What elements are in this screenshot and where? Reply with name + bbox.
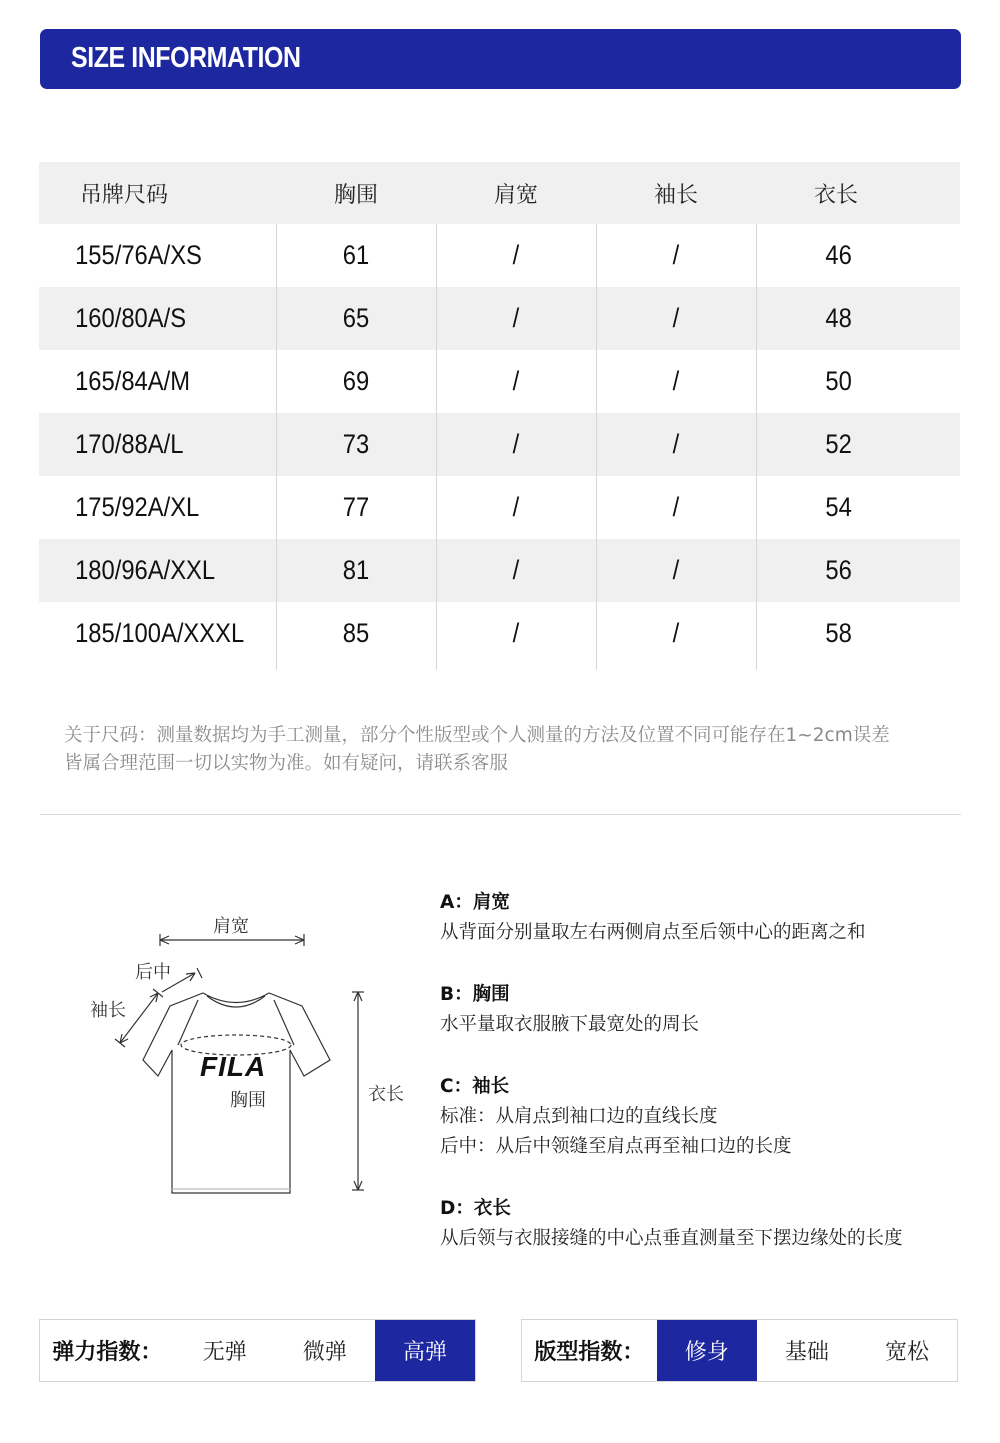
elasticity-index <box>39 1319 476 1382</box>
length-cell: 46 <box>825 240 852 270</box>
note-line: 皆属合理范围一切以实物为准。如有疑问，请联系客服 <box>64 753 509 774</box>
table-row <box>39 350 960 413</box>
section-header <box>40 29 961 89</box>
shoulder-cell: / <box>512 240 520 270</box>
definition-chest <box>440 980 970 1040</box>
back-center-label: 后中 <box>135 962 171 983</box>
chest-cell: 65 <box>342 303 370 333</box>
definition-text: 水平量取衣服腋下最宽处的周长 <box>440 1014 700 1035</box>
shoulder-label: 肩宽 <box>213 916 249 937</box>
definition-title: B：胸围 <box>440 984 510 1005</box>
column-header: 吊牌尺码 <box>80 182 169 208</box>
column-header: 袖长 <box>653 182 698 208</box>
shoulder-cell: / <box>512 492 520 522</box>
definition-text: 从背面分别量取左右两侧肩点至后领中心的距离之和 <box>440 922 866 943</box>
sleeve-cell: / <box>672 366 680 396</box>
fit-option-regular: 基础 <box>784 1340 829 1365</box>
definition-title: C：袖长 <box>440 1076 510 1097</box>
size-cell: 175/92A/XL <box>75 492 200 522</box>
length-cell: 54 <box>825 492 852 522</box>
column-header: 肩宽 <box>493 182 538 208</box>
definition-text: 标准：从肩点到袖口边的直线长度 <box>440 1106 718 1127</box>
chest-cell: 85 <box>342 618 370 648</box>
sleeve-cell: / <box>672 429 680 459</box>
chest-cell: 69 <box>342 366 370 396</box>
definition-sleeve <box>440 1072 970 1162</box>
definition-text: 后中：从后中领缝至肩点再至袖口边的长度 <box>440 1136 792 1157</box>
table-header-row <box>39 162 960 224</box>
sleeve-label: 袖长 <box>90 1000 126 1021</box>
size-cell: 155/76A/XS <box>75 240 202 270</box>
fit-option-loose: 宽松 <box>884 1340 929 1365</box>
length-cell: 56 <box>825 555 852 585</box>
elasticity-option-high: 高弹 <box>375 1320 475 1381</box>
measurement-definitions <box>440 888 970 1286</box>
elasticity-option-none: 无弹 <box>202 1340 247 1365</box>
definition-title: A：肩宽 <box>440 892 510 913</box>
size-cell: 180/96A/XXL <box>75 555 216 585</box>
column-header: 胸围 <box>333 182 378 208</box>
fila-logo: FILA <box>200 1051 267 1082</box>
size-cell: 185/100A/XXXL <box>75 618 245 648</box>
length-cell: 50 <box>825 366 852 396</box>
shoulder-cell: / <box>512 303 520 333</box>
sleeve-cell: / <box>672 555 680 585</box>
length-cell: 58 <box>825 618 852 648</box>
shoulder-cell: / <box>512 555 520 585</box>
chest-cell: 73 <box>342 429 370 459</box>
fit-index <box>521 1319 958 1382</box>
fit-label: 版型指数： <box>534 1340 645 1365</box>
table-row <box>39 287 960 350</box>
table-row <box>39 476 960 539</box>
column-header: 衣长 <box>813 182 858 208</box>
size-cell: 165/84A/M <box>75 366 191 396</box>
sleeve-cell: / <box>672 492 680 522</box>
size-cell: 170/88A/L <box>75 429 184 459</box>
fit-option-slim: 修身 <box>657 1320 757 1381</box>
section-title: SIZE INFORMATION <box>71 42 301 74</box>
note-line: 关于尺码：测量数据均为手工测量，部分个性版型或个人测量的方法及位置不同可能存在1~2cm误差 <box>64 725 890 746</box>
sleeve-cell: / <box>672 303 680 333</box>
chest-cell: 61 <box>342 240 370 270</box>
definition-length <box>440 1194 970 1254</box>
length-label: 衣长 <box>368 1084 404 1105</box>
table-row <box>39 224 960 287</box>
size-cell: 160/80A/S <box>75 303 187 333</box>
section-divider <box>40 814 961 815</box>
shoulder-cell: / <box>512 618 520 648</box>
definition-title: D：衣长 <box>440 1198 511 1219</box>
size-table <box>39 162 960 665</box>
column-divider <box>756 224 757 670</box>
length-cell: 52 <box>825 429 852 459</box>
chest-cell: 81 <box>342 555 370 585</box>
sleeve-cell: / <box>672 240 680 270</box>
chest-label: 胸围 <box>230 1090 266 1111</box>
measurement-diagram <box>80 900 420 1210</box>
column-divider <box>276 224 277 670</box>
elasticity-label: 弹力指数： <box>52 1340 163 1365</box>
shoulder-cell: / <box>512 366 520 396</box>
chest-cell: 77 <box>342 492 370 522</box>
table-row <box>39 602 960 665</box>
definition-shoulder <box>440 888 970 948</box>
definition-text: 从后领与衣服接缝的中心点垂直测量至下摆边缘处的长度 <box>440 1228 903 1249</box>
table-row <box>39 413 960 476</box>
table-row <box>39 539 960 602</box>
sleeve-cell: / <box>672 618 680 648</box>
elasticity-option-slight: 微弹 <box>302 1340 347 1365</box>
shoulder-cell: / <box>512 429 520 459</box>
column-divider <box>596 224 597 670</box>
measurement-note <box>64 722 964 778</box>
column-divider <box>436 224 437 670</box>
length-cell: 48 <box>825 303 852 333</box>
